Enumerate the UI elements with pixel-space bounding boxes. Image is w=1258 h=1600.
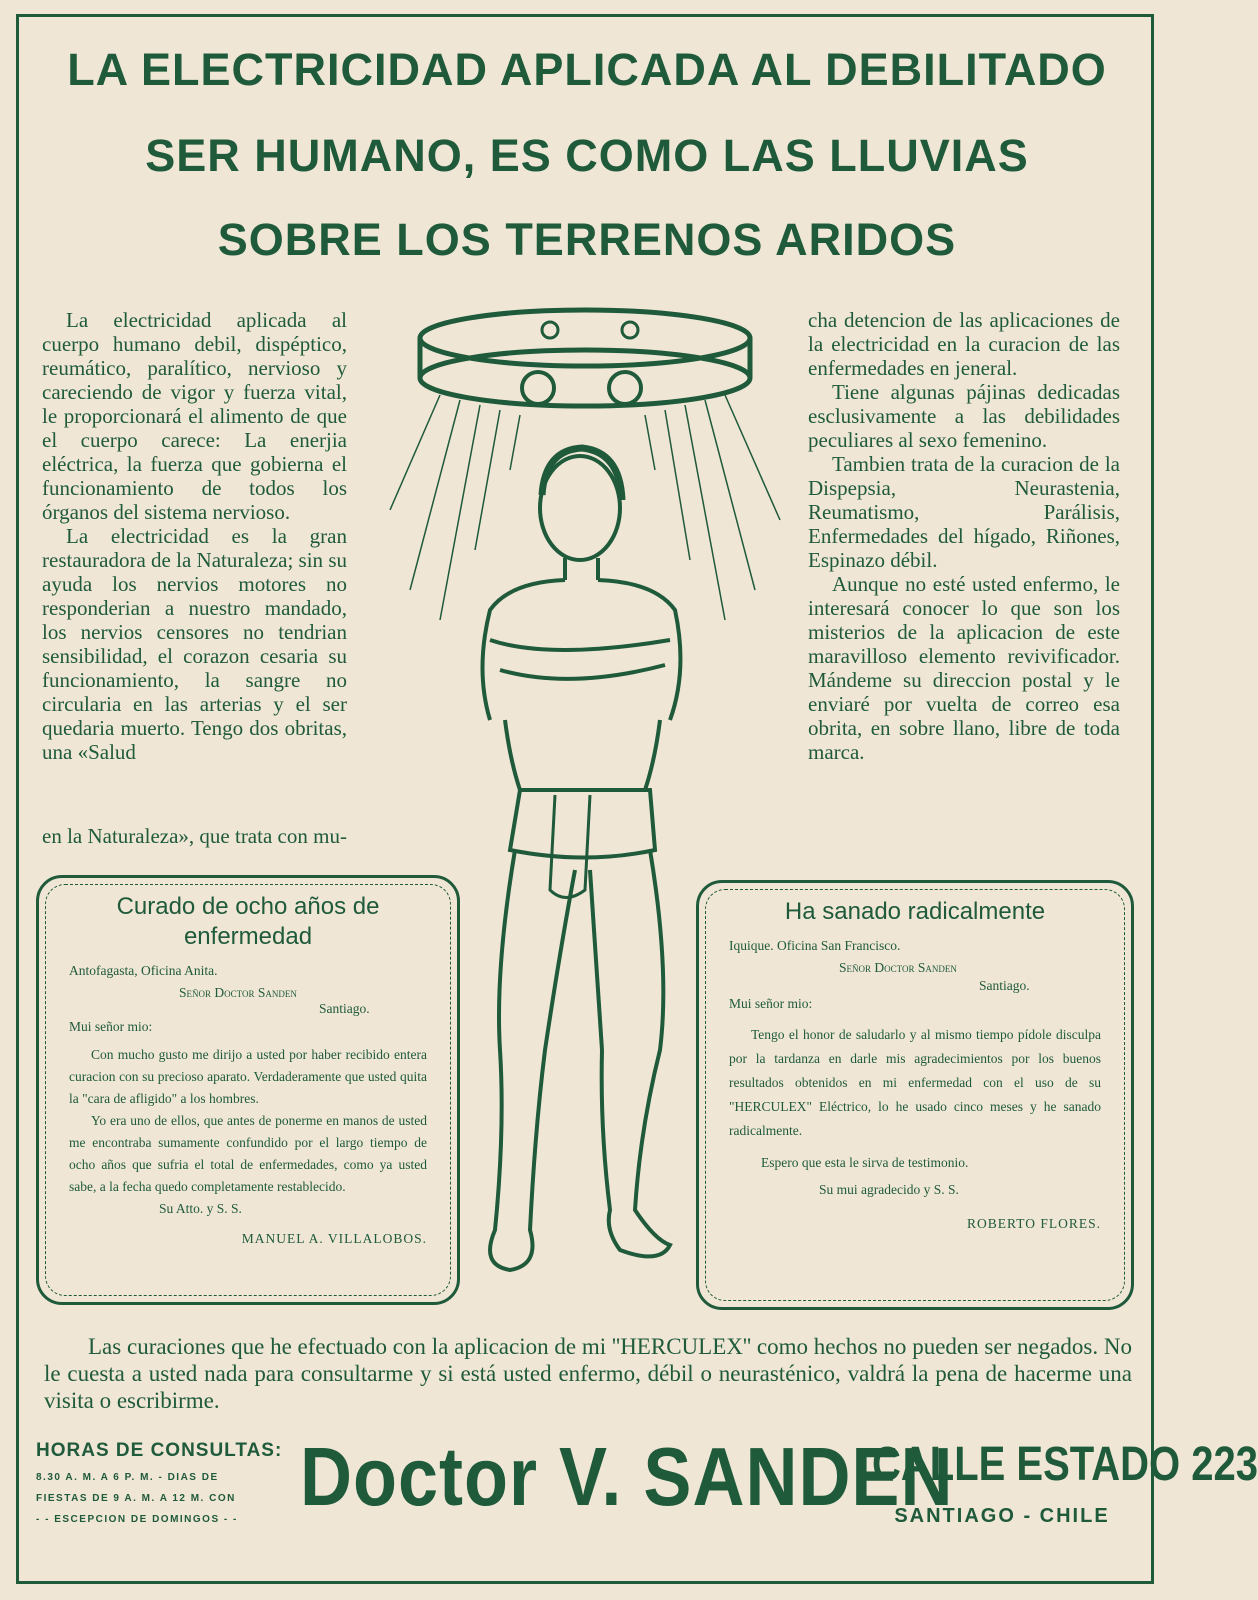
- testimonial-card-left: [36, 875, 460, 1305]
- hours-line-2: FIESTAS DE 9 A. M. A 12 M. CON: [36, 1493, 236, 1504]
- testimonial-left-signature: MANUEL A. VILLALOBOS.: [241, 1231, 427, 1246]
- testimonial-right-body: [729, 1023, 1101, 1175]
- left-column: [42, 308, 347, 764]
- testimonial-left-body: [69, 1044, 427, 1198]
- testimonial-card-right: [696, 880, 1134, 1310]
- testimonial-right-salutation: Mui señor mio:: [729, 996, 813, 1011]
- right-column: [808, 308, 1120, 764]
- testimonial-left-closing: Su Atto. y S. S.: [159, 1201, 242, 1216]
- testimonial-right-signature: ROBERTO FLORES.: [967, 1216, 1101, 1231]
- electric-rays-icon: [390, 395, 780, 620]
- testimonial-left-city: Santiago.: [319, 1001, 370, 1016]
- testimonial-right-addressee: Señor Doctor Sanden: [839, 960, 957, 975]
- testimonial-right-city: Santiago.: [979, 978, 1030, 993]
- herculex-belt-icon: [420, 310, 750, 406]
- right-paragraph-2: Tiene algunas pájinas dedicadas esclusivamente a las debilidades peculiares al sexo femenino.: [808, 380, 1120, 452]
- left-paragraph-1: La electricidad aplicada al cuerpo humano debil, dispéptico, reumático, paralítico, nervioso y careciendo de vigor y fuerza vital, le proporcionará el alimento de que el cuerpo carece: La enerjia eléctrica, la fuerza que gobierna el funcionamiento de todos los órganos del sistema nervioso.: [42, 308, 347, 524]
- right-paragraph-3: Tambien trata de la curacion de la Dispepsia, Neurastenia, Reumatismo, Parálisis, Enfermedades del hígado, Riñones, Espinazo débil.: [808, 452, 1120, 572]
- left-paragraph-3: en la Naturaleza», que trata con mu-: [42, 824, 347, 848]
- testimonial-left-paragraph-1: Con mucho gusto me dirijo a usted por haber recibido entera curacion con su precioso aparato. Verdaderamente que usted quita la "cara de afligido" a los hombres.: [69, 1047, 427, 1106]
- right-paragraph-1: cha detencion de las aplicaciones de la electricidad en la curacion de las enfermedades en jeneral.: [808, 308, 1120, 380]
- testimonial-left-title: Curado de ocho años de enfermedad: [116, 893, 380, 950]
- doctor-name: Doctor V. SANDEN: [300, 1431, 954, 1524]
- hours-title: HORAS DE CONSULTAS:: [36, 1440, 283, 1461]
- testimonial-right-place: Iquique. Oficina San Francisco.: [729, 938, 901, 953]
- testimonial-left-addressee: Señor Doctor Sanden: [179, 985, 297, 1000]
- headline-line-2: SER HUMANO, ES COMO LAS LLUVIAS: [145, 130, 1029, 181]
- city-address: SANTIAGO - CHILE: [894, 1505, 1110, 1527]
- testimonial-left-place: Antofagasta, Oficina Anita.: [69, 963, 218, 978]
- testimonial-right-closing: Su mui agradecido y S. S.: [819, 1182, 959, 1197]
- standing-man-icon: [483, 448, 681, 1270]
- hours-line-3: - - ESCEPCION DE DOMINGOS - -: [36, 1514, 238, 1525]
- testimonial-left-paragraph-2: Yo era uno de ellos, que antes de ponerme en manos de usted me encontraba sumamente confundido por el largo tiempo de ocho años que sufria el total de enfermedades, como ya usted sabe, a la fecha quedo completamente restablecido.: [69, 1113, 427, 1194]
- consultation-hours: [36, 1440, 286, 1529]
- hours-line-1: 8.30 A. M. A 6 P. M. - DIAS DE: [36, 1472, 219, 1483]
- left-paragraph-2: La electricidad es la gran restauradora de la Naturaleza; sin su ayuda los nervios motores no responderian a nuestro mandado, los nervios censores no tendrian sensibilidad, el corazon cesaria su funcionamiento, la sangre no circularia en las arterias y el ser quedaria muerto. Tengo dos obritas, una «Salud: [42, 524, 347, 764]
- headline-line-3: SOBRE LOS TERRENOS ARIDOS: [217, 214, 957, 265]
- headline-line-1: LA ELECTRICIDAD APLICADA AL DEBILITADO: [67, 44, 1107, 95]
- testimonial-right-title: Ha sanado radicalmente: [784, 898, 1046, 925]
- testimonial-right-paragraph-2: Espero que esta le sirva de testimonio.: [761, 1155, 969, 1170]
- testimonial-left-salutation: Mui señor mio:: [69, 1019, 153, 1034]
- right-paragraph-4: Aunque no esté usted enfermo, le interesará conocer lo que son los misterios de la aplicacion de este maravilloso elemento revivificador. Mándeme su direccion postal y le enviaré por vuelta de correo esa obrita, en sobre llano, libre de toda marca.: [808, 572, 1120, 764]
- testimonial-right-paragraph-1: Tengo el honor de saludarlo y al mismo tiempo pídole disculpa por la tardanza en darle mis agradecimientos por los buenos resultados obtenidos en mi enfermedad con el uso de su "HERCULEX" Eléctrico, lo he usado cinco meses y he sanado radicalmente.: [729, 1027, 1101, 1138]
- closing-paragraph: Las curaciones que he efectuado con la aplicacion de mi ''HERCULEX'' como hechos no pueden ser negados. No le cuesta a usted nada para consultarme y si está usted enfermo, débil o neurasténico, valdrá la pena de hacerme una visita o escribirme.: [44, 1334, 1132, 1413]
- street-address: CALLE ESTADO 223: [872, 1438, 1258, 1491]
